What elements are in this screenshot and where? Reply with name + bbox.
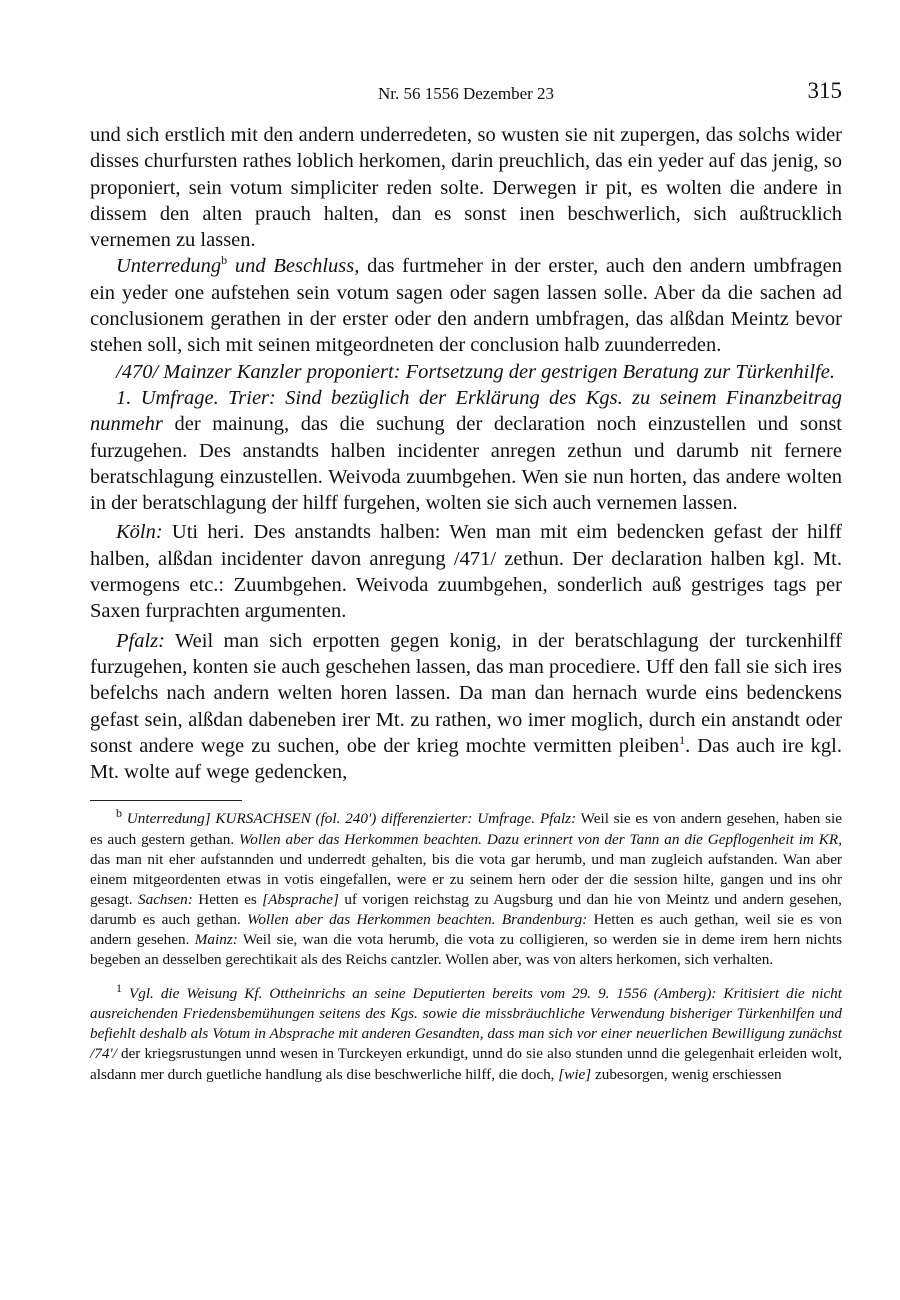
page-header — [90, 78, 842, 112]
paragraph-4 — [90, 385, 842, 516]
footnote-rule — [90, 800, 242, 801]
footnote-b-segment: Wollen aber das Herkommen beachten. Dazu erinnert von der Tann an die Gepflogenheit im KR, — [239, 830, 842, 848]
paragraph-6 — [90, 628, 842, 786]
document-page — [90, 78, 842, 1085]
paragraph-1 — [90, 122, 842, 253]
footnote-1-segment: [wie] — [558, 1065, 592, 1083]
running-title: Nr. 56 1556 Dezember 23 — [377, 84, 555, 103]
footnote-b — [90, 806, 842, 970]
paragraph-4-text: der mainung, das die suchung der declaration noch einzustellen und sonst furzugehen. Des anstandts halben incidenter anregen zethun und darumb nit fernere beratschlagung einzustellen. Weivoda zuumbgehen. Wen sie nun horten, das andere wolten in der beratschlagung der hilff furgehen, wolten sie sich auch vernemen lassen. — [90, 413, 842, 515]
footnote-1-segment: der kriegsrustungen unnd wesen in Turckeyen erkundigt, unnd do sie also stunden unnd die gelegenhait erleiden wolt, alsdann mer durch guetliche handlung als dise beschwerliche hilff, die doch, — [90, 1045, 842, 1083]
footnote-b-segment: Hetten es auch gethan, weil sie es von andern gesehen. — [90, 910, 842, 948]
footnote-b-segment: [Absprache] — [262, 890, 339, 908]
footnote-b-segment: Sachsen: — [138, 890, 193, 908]
footnote-b-segment: das man nit eher aufstannden und underredt gehalten, bis die vota gar herumb, und man zugleich aufstanden. Wan aber einem mitgeordenten etwas in votis eingefallen, were er zu seinem hern oder der die session hilte, gangen und ins ohr gesagt. — [90, 850, 842, 908]
footnote-ref-1: 1 — [679, 733, 686, 747]
paragraph-5-text: Uti heri. Des anstandts halben: Wen man mit eim bedencken gefast der hilff halben, alßdan incidenter davon anregung /471/ zethun. Der declaration halben kgl. Mt. vermogens etc.: Zuumbgehen. Weivoda zuumbgehen, sonderlich auß gestriges tags per Saxen furprachten argumenten. — [90, 521, 842, 623]
paragraph-2-label: Unterredung — [116, 255, 222, 278]
paragraph-4-label: 1. Umfrage. Trier: Sind bezüglich der Erklärung des Kgs. zu seinem Finanzbeitrag nunmehr — [90, 386, 842, 436]
footnote-1-segment: Vgl. die Weisung Kf. Ottheinrichs an seine Deputierten bereits vom 29. 9. 1556 (Amberg): Kritisiert die nicht ausreichenden Friedensbemühungen seitens des Kgs. sowie die missbräuchliche Verwendung bisheriger Türkenhilfen und befiehlt deshalb als Votum in Absprache mit anderen Gesandten, dass man sich vor einer neuerlichen Bewilligung zunächst /74'/ — [90, 985, 842, 1063]
paragraph-6-tail: . Das auch ire kgl. Mt. wolte auf wege gedencken, — [90, 734, 842, 784]
paragraph-5-label: Köln: — [116, 521, 163, 544]
footnote-1 — [90, 981, 842, 1084]
footnotes — [90, 806, 842, 1084]
footnote-1-marker: 1 — [116, 981, 122, 996]
footnote-b-segment: Hetten es — [192, 890, 263, 908]
page-number: 315 — [807, 78, 842, 103]
footnote-b-segment: uf vorigen reichstag zu Augsburg und dan hie von Meintz und andern gesehen, darumb es auch gethan. — [90, 890, 842, 928]
paragraph-5 — [90, 519, 842, 624]
paragraph-6-label: Pfalz: — [116, 629, 165, 652]
footnote-b-segment: Unterredung] KURSACHSEN (fol. 240') differenzierter: Umfrage. Pfalz: — [122, 810, 577, 828]
paragraph-2 — [90, 253, 842, 358]
paragraph-3-text: /470/ Mainzer Kanzler proponiert: Fortsetzung der gestrigen Beratung zur Türkenhilfe. — [116, 360, 835, 383]
paragraph-2-text: das furtmeher in der erster, auch den andern umbfragen ein yeder one aufstehen sein votum sagen oder sagen lassen solle. Aber da die sachen ad conclusionem gerathen in der erster oder den andern umbfragen, das alßdan Meintz bevor stehen soll, sich mit seinen mitgeordneten der conclusion halb zuunderreden. — [90, 255, 842, 357]
footnote-separator — [90, 970, 842, 984]
footnote-b-segment: Weil sie es von andern gesehen, haben sie es auch gestern gethan. — [90, 810, 842, 848]
footnote-b-marker: b — [116, 806, 122, 821]
footnote-b-segment: Wollen aber das Herkommen beachten. Brandenburg: — [247, 910, 588, 928]
footnote-ref-b: b — [221, 253, 228, 268]
paragraph-2-label-cont: und Beschluss, — [227, 255, 360, 278]
paragraph-3-heading — [90, 359, 842, 385]
paragraph-1-text: und sich erstlich mit den andern underredeten, so wusten sie nit zupergen, das solchs wider disses churfursten rathes loblich herkomen, darin preuchlich, das ein yeder auf das jenig, so proponiert, sein votum simpliciter reden solte. Derwegen ir pit, es wolten die andere in dissem den alten prauch halten, dan es sonst inen beschwerlich, sich außtrucklich vernemen zu lassen. — [90, 124, 842, 252]
paragraph-6-text: Weil man sich erpotten gegen konig, in der beratschlagung der turckenhilff furzugehen, konten sie auch geschehen lassen, das man procediere. Uff den fall sie sich ires befelchs nach andern welten horen lassen. Da man dan hernach wurde eins bedenckens gefast sein, alßdan dabeneben irer Mt. zu rathen, wo imer moglich, durch ein anstandt oder sonst andere wege zu suchen, obe der krieg mochte vermitten pleiben — [90, 629, 842, 757]
footnote-b-segment: Weil sie, wan die vota herumb, die vota zu colligieren, so werden sie in deme irem hern nichts begeben an desselben gerechtikait als des Reichs cantzler. Wollen aber, was von alters herkomen, sich verhalten. — [90, 930, 842, 969]
footnote-1-segment: zubesorgen, wenig erschiessen — [591, 1065, 782, 1083]
footnote-b-segment: Mainz: — [194, 930, 238, 948]
main-text — [90, 122, 842, 785]
